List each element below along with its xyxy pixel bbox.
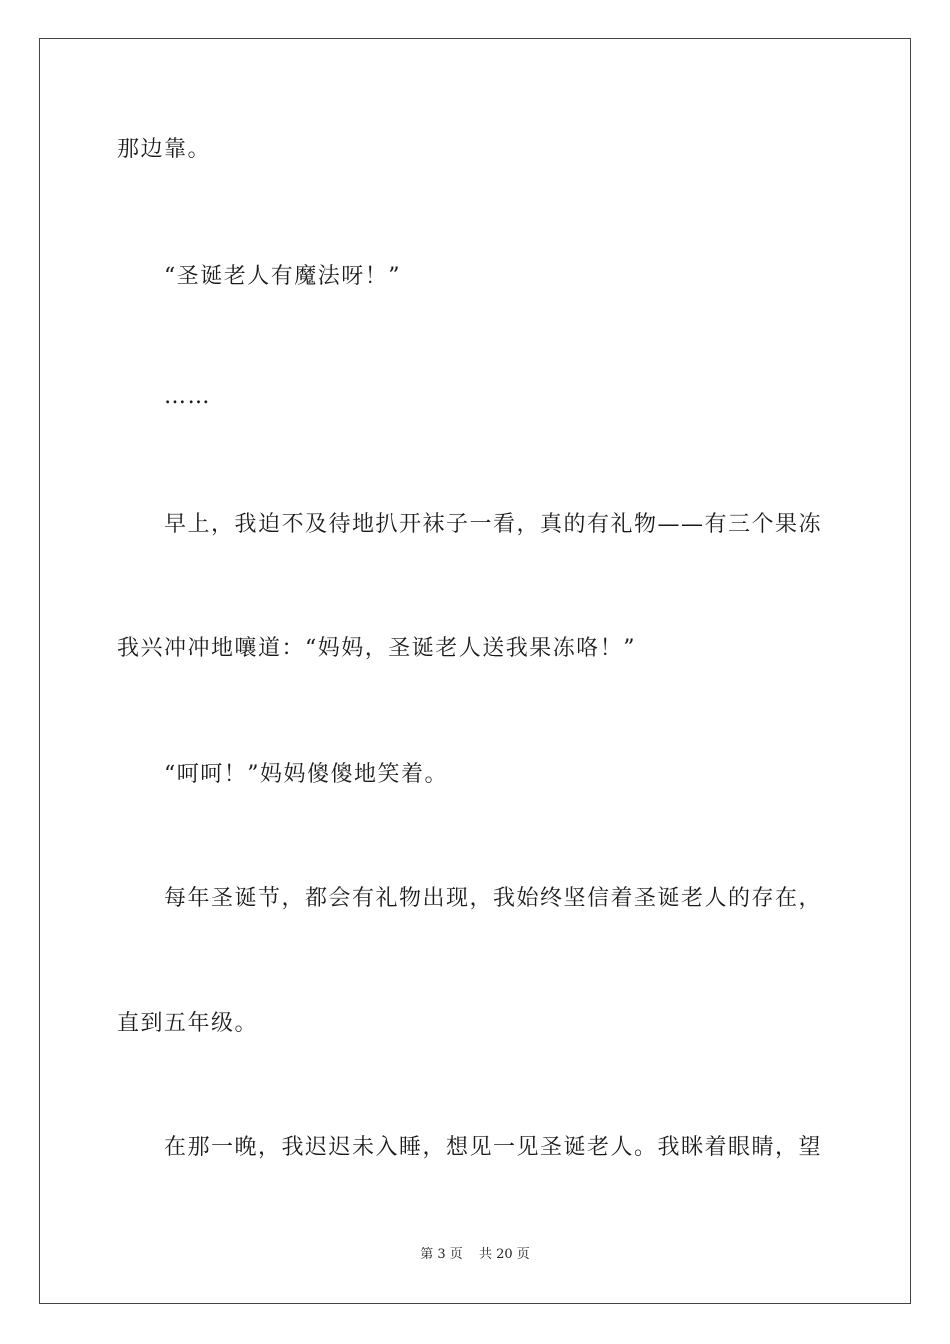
text-line-8: 直到五年级。 (117, 1011, 259, 1036)
text-line-4: 早上，我迫不及待地扒开袜子一看，真的有礼物——有三个果冻 (164, 512, 823, 537)
page-footer (0, 1246, 950, 1264)
text-line-1: 那边靠。 (117, 137, 212, 162)
text-line-6: “呵呵！”妈妈傻傻地笑着。 (164, 762, 448, 787)
text-line-5: 我兴冲冲地嚷道：“妈妈，圣诞老人送我果冻咯！” (117, 636, 636, 661)
text-line-7: 每年圣诞节，都会有礼物出现，我始终坚信着圣诞老人的存在， (164, 886, 823, 911)
page-border (39, 38, 911, 1304)
page-number-current: 第 3 页 (420, 1247, 463, 1262)
text-line-3: …… (164, 384, 211, 409)
text-line-9: 在那一晚，我迟迟未入睡，想见一见圣诞老人。我眯着眼睛，望 (164, 1135, 823, 1160)
text-line-2: “圣诞老人有魔法呀！” (164, 264, 401, 289)
page-number-total: 共 20 页 (478, 1247, 530, 1262)
